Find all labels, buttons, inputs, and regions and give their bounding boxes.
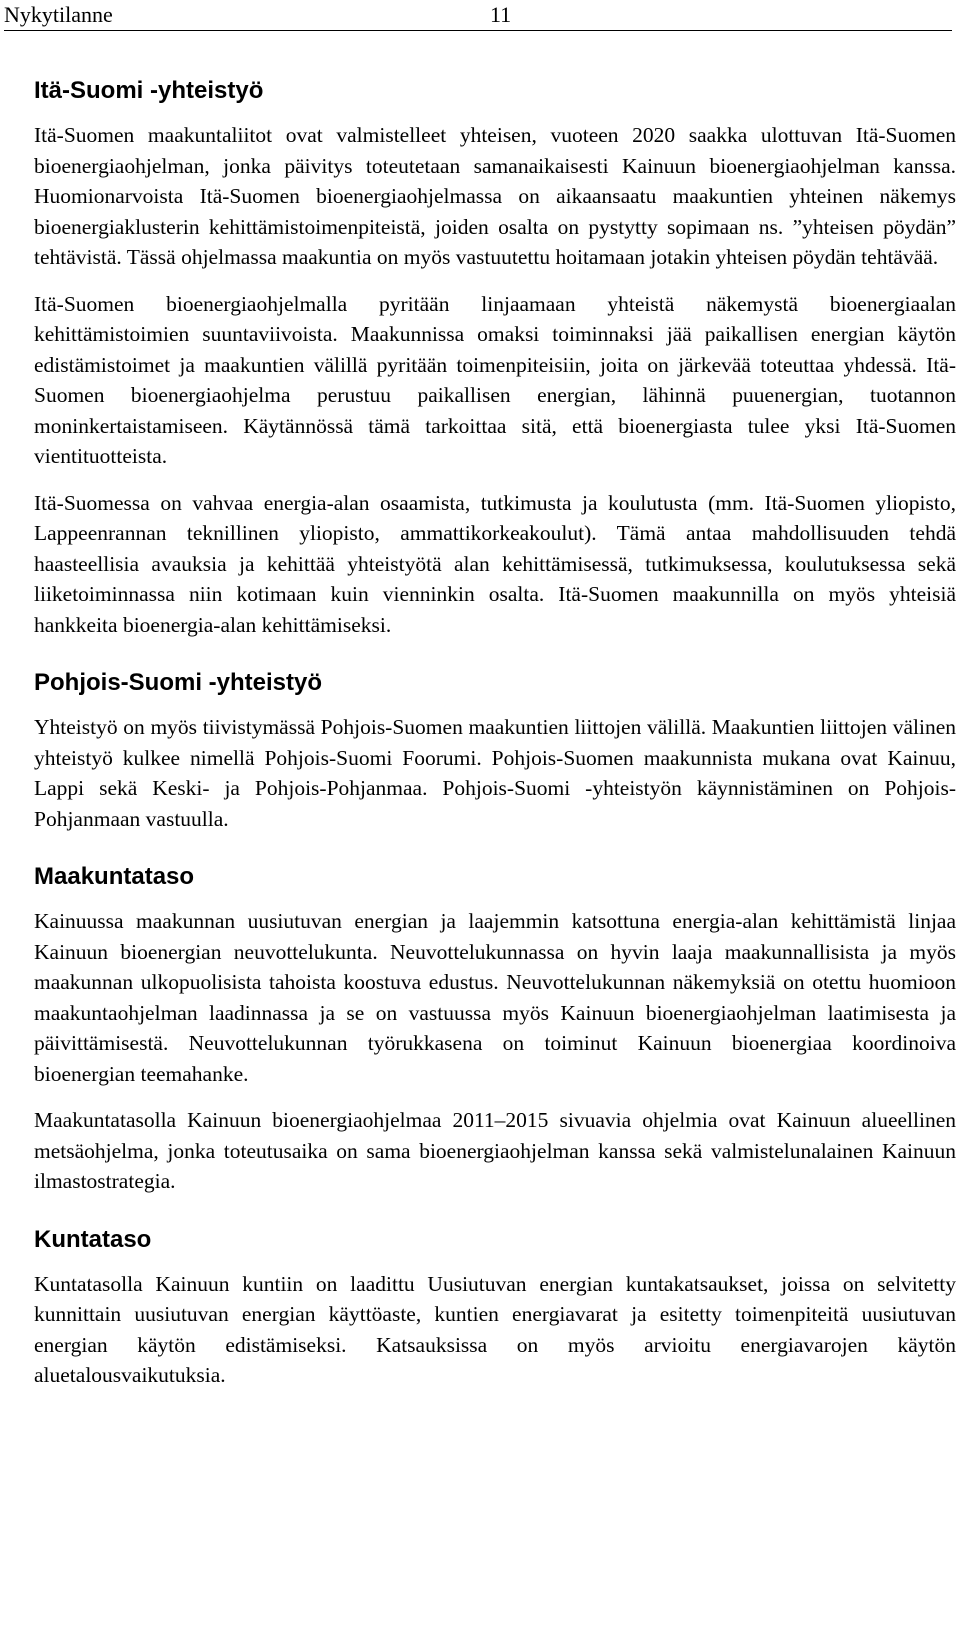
chapter-title: Nykytilanne — [4, 2, 113, 27]
paragraph: Yhteistyö on myös tiivistymässä Pohjois-Suomen maakuntien liittojen välillä. Maakuntien liittojen välinen yhteistyö kulkee nimellä Pohjois-Suomi Foorumi. Pohjois-Suomen maakunnista mukana ovat Kainuu, Lappi sekä Keski- ja Pohjois-Pohjanmaa. Pohjois-Suomi -yhteistyön käynnistäminen on Pohjois-Pohjanmaan vastuulla. — [34, 715, 956, 831]
section-heading: Maakuntataso — [34, 863, 195, 890]
section-kuntataso — [34, 1225, 956, 1391]
body-content — [34, 76, 956, 1419]
section-heading: Kuntataso — [34, 1225, 152, 1253]
section-heading: Pohjois-Suomi -yhteistyö — [34, 669, 323, 696]
paragraph: Itä-Suomen maakuntaliitot ovat valmistelleet yhteisen, vuoteen 2020 saakka ulottuvan Itä-Suomen bioenergiaohjelman, jonka päivitys toteutetaan samanaikaisesti Kainuun bioenergiaohjelman kanssa. Huomionarvoista Itä-Suomen bioenergiaohjelmassa on aikaansaatu maakuntien yhteinen näkemys bioenergiaklusterin kehittämistoimenpiteistä, joiden osalta on pystytty sopimaan ns. ”yhteisen pöydän” tehtävistä. Tässä ohjelmassa maakuntia on myös vastuutettu hoitamaan jotakin yhteisen pöydän tehtävää. — [34, 123, 956, 269]
page-number: 11 — [490, 2, 512, 27]
section-pohjois-suomi — [34, 668, 956, 834]
section-heading: Itä-Suomi -yhteistyö — [34, 77, 264, 104]
paragraph: Kuntatasolla Kainuun kuntiin on laadittu Uusiutuvan energian kuntakatsaukset, joissa on selvitetty kunnittain uusiutuvan energian käyttöaste, kuntien energiavarat ja esitetty toimenpiteitä uusiutuvan energian käytön edistämiseksi. Katsauksissa on myös arvioitu energiavarojen käytön aluetalousvaikutuksia. — [34, 1271, 956, 1387]
running-header — [4, 0, 952, 31]
paragraph: Itä-Suomen bioenergiaohjelmalla pyritään linjaamaan yhteistä näkemystä bioenergiaalan kehittämistoimien suuntaviivoista. Maakunnissa omaksi toiminnaksi jää paikallisen energian käytön edistämistoimet ja maakuntien välillä pyritään toimenpiteisiin, joita on järkevää toteuttaa yhdessä. Itä-Suomen bioenergiaohjelma perustuu paikallisen energian, lähinnä puuenergian, tuotannon moninkertaistamiseen. Käytännössä tämä tarkoittaa sitä, että bioenergiasta tulee yksi Itä-Suomen vientituotteista. — [34, 291, 956, 468]
paragraph: Kainuussa maakunnan uusiutuvan energian ja laajemmin katsottuna energia-alan kehittämistä linjaa Kainuun bioenergian neuvottelukunta. Neuvottelukunnassa on hyvin laaja maakunnallisista ja myös maakunnan ulkopuolisista tahoista koostuva edustus. Neuvottelukunnan näkemyksiä on otettu huomioon maakuntaohjelman laadinnassa ja se on vastuussa myös Kainuun bioenergiaohjelman laatimisesta ja päivittämisestä. Neuvottelukunnan työrukkasena on toiminut Kainuun bioenergiaa koordinoiva bioenergian teemahanke. — [34, 909, 956, 1086]
paragraph: Maakuntatasolla Kainuun bioenergiaohjelmaa 2011–2015 sivuavia ohjelmia ovat Kainuun alueellinen metsäohjelma, jonka toteutusaika on sama bioenergiaohjelman kanssa sekä valmistelunalainen Kainuun ilmastostrategia. — [34, 1108, 956, 1193]
paragraph: Itä-Suomessa on vahvaa energia-alan osaamista, tutkimusta ja koulutusta (mm. Itä-Suomen yliopisto, Lappeenrannan teknillinen yliopisto, ammattikorkeakoulut). Tämä antaa mahdollisuuden tehdä haasteellisia avauksia ja kehittää yhteistyötä alan kehittämisessä, tutkimuksessa, koulutuksessa sekä liiketoiminnassa niin kotimaan kuin vienninkin osalta. Itä-Suomen maakunnilla on myös yhteisiä hankkeita bioenergia-alan kehittämiseksi. — [34, 490, 956, 637]
section-ita-suomi — [34, 76, 956, 640]
section-maakuntataso — [34, 862, 956, 1197]
